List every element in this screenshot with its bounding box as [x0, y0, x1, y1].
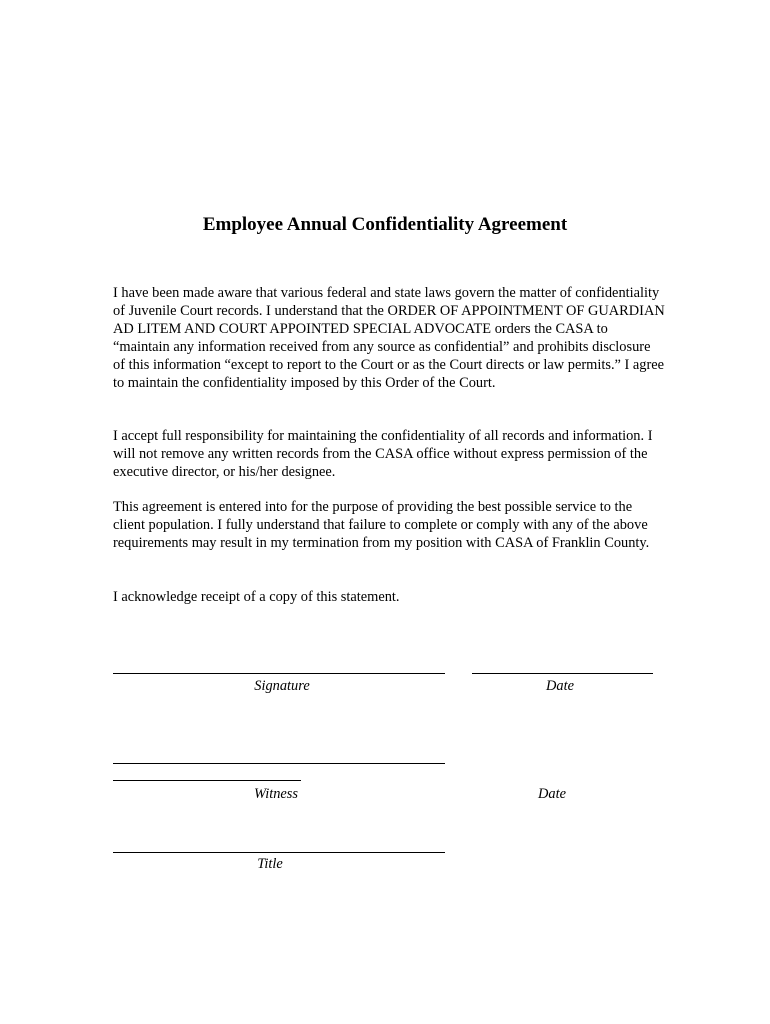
- date-line-2: [113, 780, 301, 781]
- paragraph-confidentiality-order: I have been made aware that various federal and state laws govern the matter of confidentiality of Juvenile Court records. I understand that the ORDER OF APPOINTMENT OF GUARDIAN AD LITEM AND COURT APPOINTED SPECIAL ADVOCATE orders the CASA to “maintain any information received from any source as confidential” and prohibits disclosure of this information “except to report to the Court or as the Court directs or law permits.” I agree to maintain the confidentiality imposed by this Order of the Court.: [113, 285, 665, 391]
- title-label: Title: [257, 856, 283, 872]
- date-label-2: Date: [538, 786, 566, 802]
- paragraph-responsibility: I accept full responsibility for maintaining the confidentiality of all records and information. I will not remove any written records from the CASA office without express permission of the executive director, or his/her designee.: [113, 428, 653, 480]
- paragraph-acknowledgement: I acknowledge receipt of a copy of this statement.: [113, 589, 400, 605]
- paragraph-agreement-purpose: This agreement is entered into for the purpose of providing the best possible service to the client population. I fully understand that failure to complete or comply with any of the above requirements may result in my termination from my position with CASA of Franklin County.: [113, 499, 650, 551]
- date-label-1: Date: [546, 678, 574, 694]
- title-line: [113, 852, 445, 853]
- signature-label: Signature: [254, 678, 310, 694]
- witness-line: [113, 763, 445, 764]
- signature-line: [113, 673, 445, 674]
- document-title: Employee Annual Confidentiality Agreement: [202, 214, 568, 235]
- date-line-1: [472, 673, 653, 674]
- witness-label: Witness: [254, 786, 298, 802]
